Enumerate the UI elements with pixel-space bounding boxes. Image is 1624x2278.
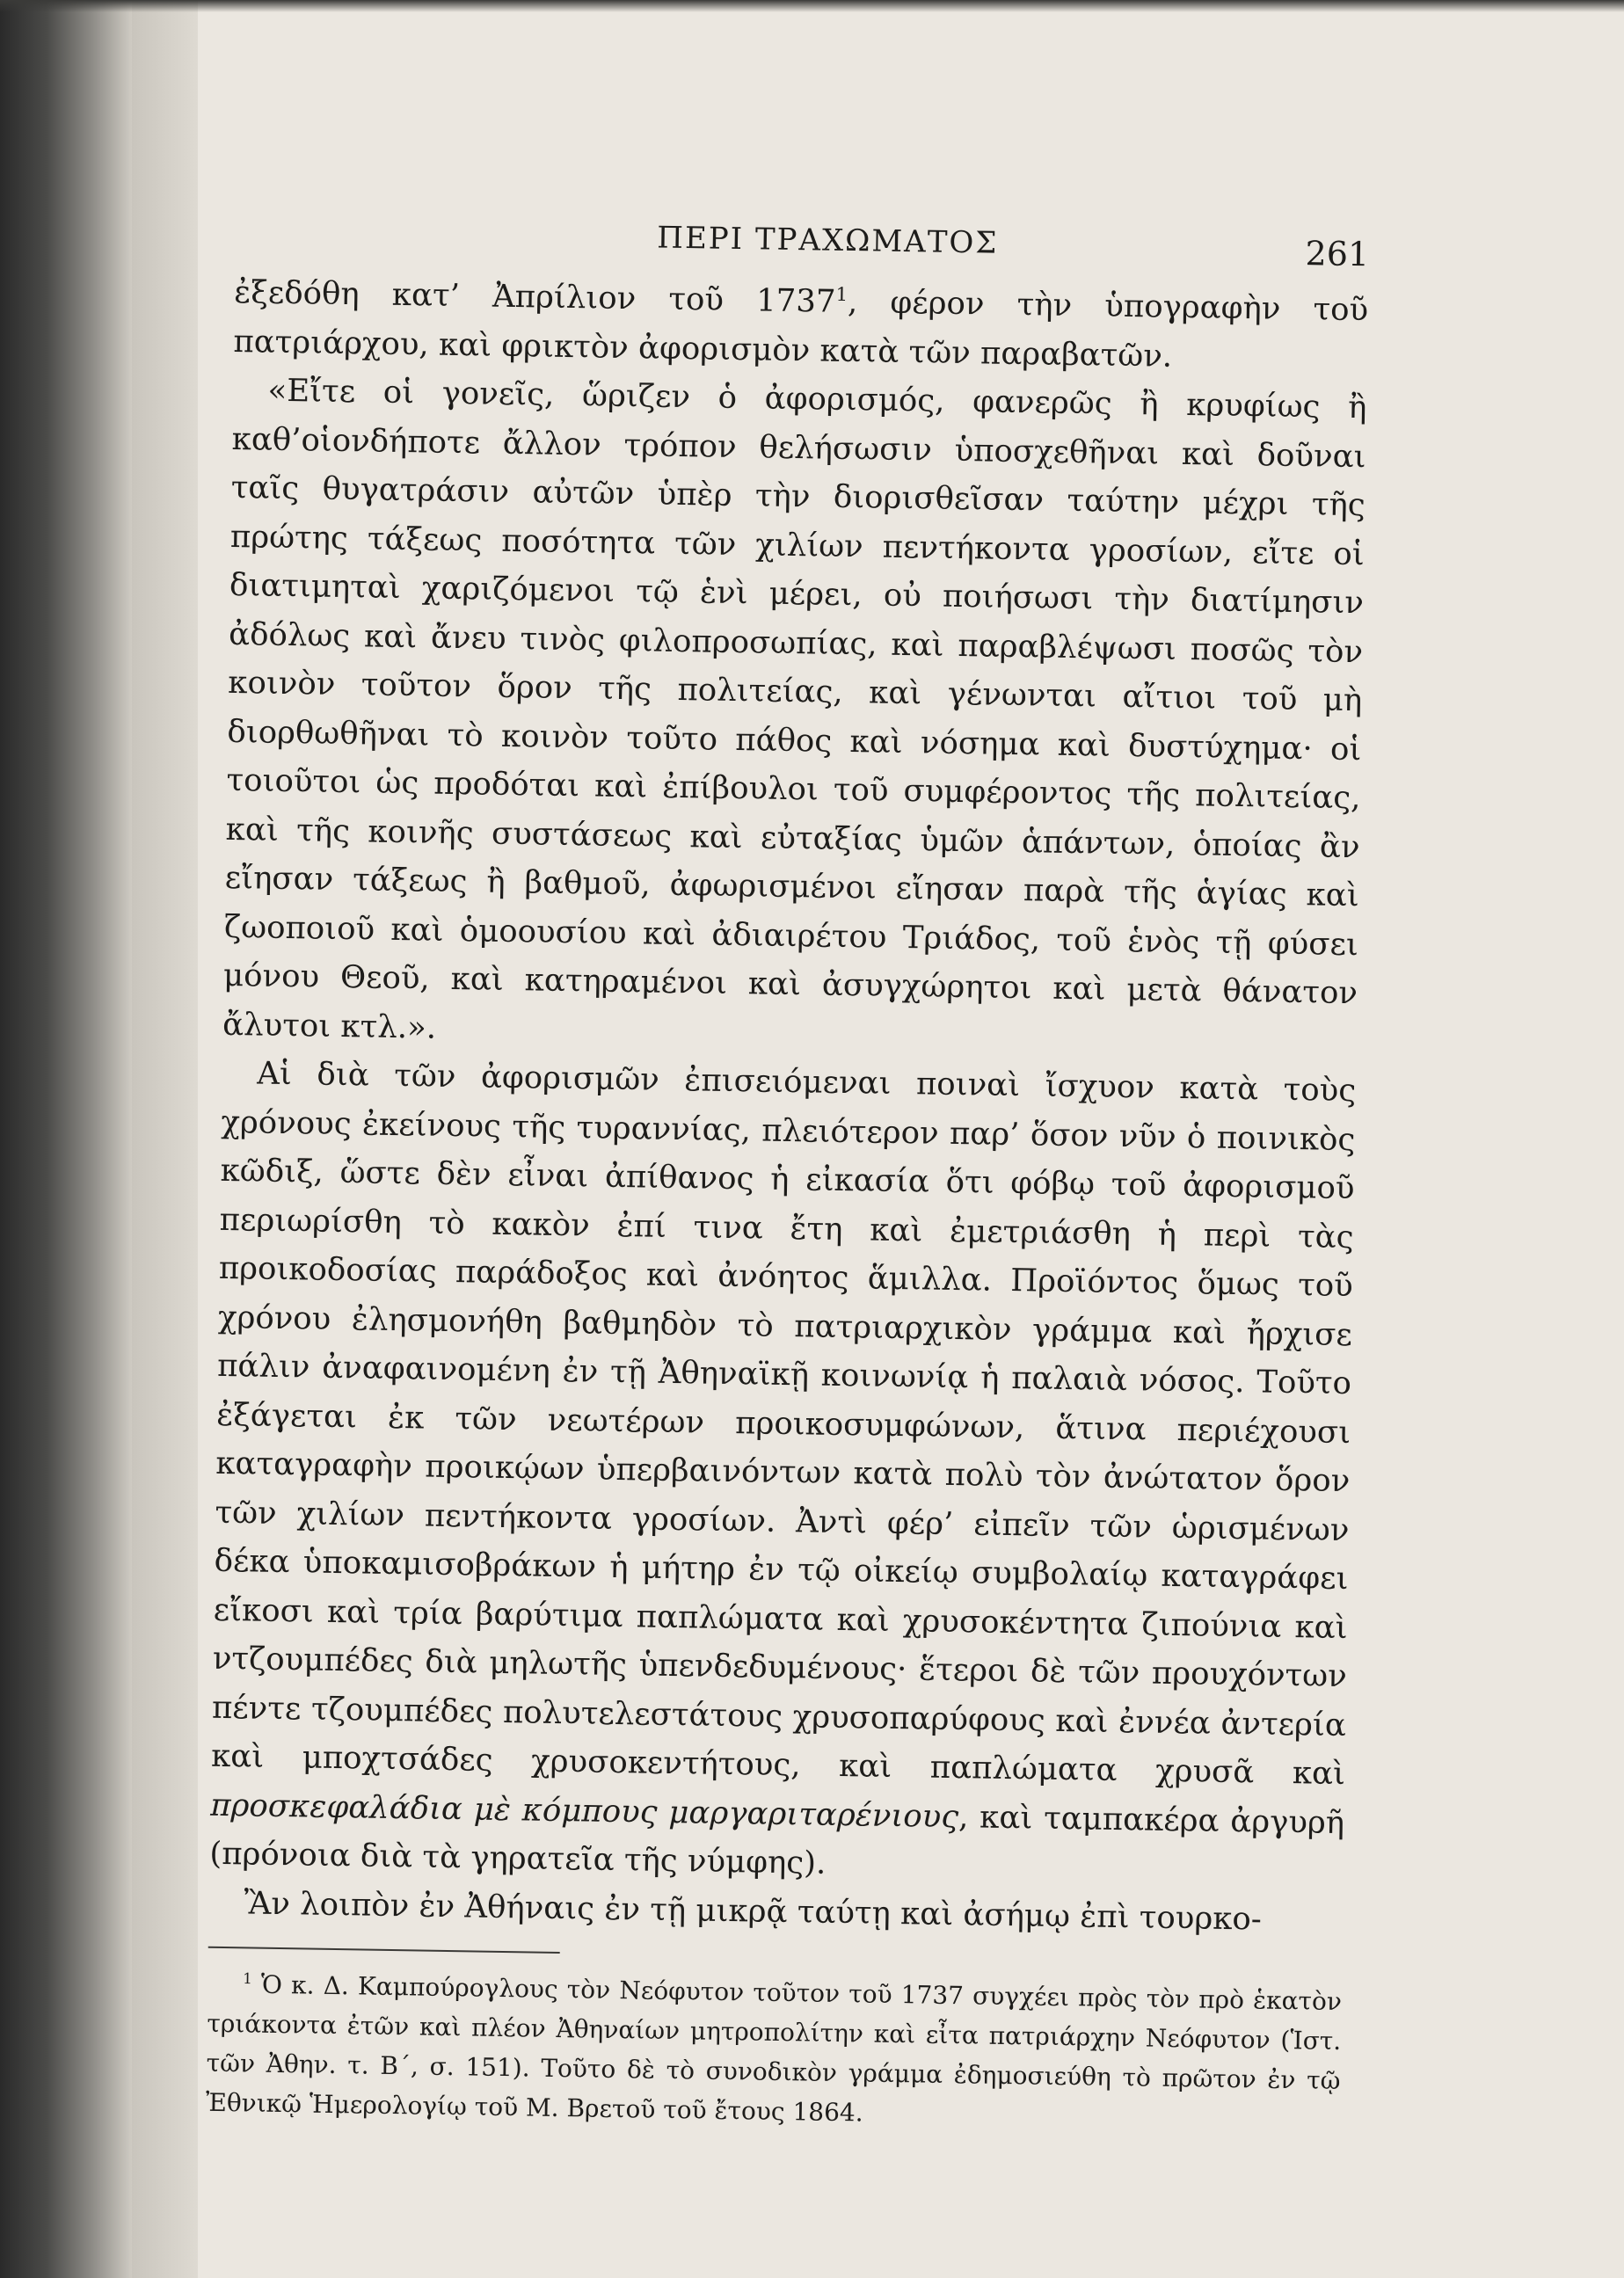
paragraph-1 (233, 268, 1369, 383)
paragraph-3-italic: προσκεφαλάδια μὲ κόμπους μαργαριταρένιους (209, 1787, 959, 1835)
page-number: 261 (1305, 234, 1370, 274)
book-binding-shadow (0, 0, 132, 2278)
paragraph-2-quotation: «Εἴτε οἱ γονεῖς, ὥριζεν ὁ ἀφορισμός, φανερῶς ἢ κρυφίως ἢ καθ’οἱονδήποτε ἄλλον τρόπον θελήσωσιν ὑποσχεθῆναι καὶ δοῦναι ταῖς θυγατράσιν αὐτῶν ὑπὲρ τὴν διορισθεῖσαν ταύτην μέχρι τῆς πρώτης τάξεως ποσότητα τῶν χιλίων πεντήκοντα γροσίων, εἴτε οἱ διατιμηταὶ χαριζόμενοι τῷ ἑνὶ μέρει, οὐ ποιήσωσι τὴν διατίμησιν ἀδόλως καὶ ἄνευ τινὸς φιλοπροσωπίας, καὶ παραβλέψωσι ποσῶς τὸν κοινὸν τοῦτον ὅρον τῆς πολιτείας, καὶ γένωνται αἴτιοι τοῦ μὴ διορθωθῆναι τὸ κοινὸν τοῦτο πάθος καὶ νόσημα καὶ δυστύχημα· οἱ τοιοῦτοι ὡς προδόται καὶ ἐπίβουλοι τοῦ συμφέροντος τῆς πολιτείας, καὶ τῆς κοινῆς συστάσεως καὶ εὐταξίας ὑμῶν ἁπάντων, ὁποίας ἂν εἴησαν τάξεως ἢ βαθμοῦ, ἀφωρισμένοι εἴησαν παρὰ τῆς ἁγίας καὶ ζωοποιοῦ καὶ ὁμοουσίου καὶ ἀδιαιρέτου Τριάδος, τοῦ ἑνὸς τῇ φύσει μόνου Θεοῦ, καὶ κατηραμένοι καὶ ἀσυγχώρητοι καὶ μετὰ θάνατον ἄλυτοι κτλ.». (222, 372, 1367, 1046)
paragraph-4: Ἂν λοιπὸν ἐν Ἀθήναις ἐν τῇ μικρᾷ ταύτῃ καὶ ἀσήμῳ ἐπὶ τουρκο- (244, 1884, 1263, 1938)
paragraph-1-text: ἐξεδόθη κατ’ Ἀπρίλιον τοῦ 1737 (233, 273, 836, 320)
page-content (206, 198, 1370, 2140)
footnote-paragraph (206, 1964, 1343, 2140)
paragraph-3-text: Αἱ διὰ τῶν ἀφορισμῶν ἐπισειόμεναι ποιναὶ ἴσχυον κατὰ τοὺς χρόνους ἐκείνους τῆς τυραννίας, πλειότερον παρ’ ὅσον νῦν ὁ ποινικὸς κῶδιξ, ὥστε δὲν εἶναι ἀπίθανος ἡ εἰκασία ὅτι φόβῳ τοῦ ἀφορισμοῦ περιωρίσθη τὸ κακὸν ἐπί τινα ἔτη καὶ ἐμετριάσθη ἡ περὶ τὰς προικοδοσίας παράδοξος καὶ ἀνόητος ἅμιλλα. Προϊόντος ὅμως τοῦ χρόνου ἐλησμονήθη βαθμηδὸν τὸ πατριαρχικὸν γράμμα καὶ ἤρχισε πάλιν ἀναφαινομένη ἐν τῇ Ἀθηναϊκῇ κοινωνίᾳ ἡ παλαιὰ νόσος. Τοῦτο ἐξάγεται ἐκ τῶν νεωτέρων προικοσυμφώνων, ἅτινα περιέχουσι καταγραφὴν προικῴων ὑπερβαινόντων κατὰ πολὺ τὸν ἀνώτατον ὅρον τῶν χιλίων πεντήκοντα γροσίων. Ἀντὶ φέρ’ εἰπεῖν τῶν ὡρισμένων δέκα ὑποκαμισοβράκων ἡ μήτηρ ἐν τῷ οἰκείῳ συμβολαίῳ καταγράφει εἴκοσι καὶ τρία βαρύτιμα παπλώματα καὶ χρυσοκέντητα ζιπούνια καὶ ντζουμπέδες διὰ μηλωτῆς ὑπενδεδυμένους· ἕτεροι δὲ τῶν προυχόντων πέντε τζουμπέδες πολυτελεστάτους χρυσοπαρύφους καὶ ἐννέα ἀντερία καὶ μποχτσάδες χρυσοκεντήτους, καὶ παπλώματα χρυσᾶ καὶ (210, 1055, 1357, 1793)
paragraph-3 (209, 1049, 1357, 1896)
footnote-text: Ὁ κ. Δ. Καμπούρογλους τὸν Νεόφυτον τοῦτον τοῦ 1737 συγχέει πρὸς τὸν πρὸ ἑκατὸν τριάκοντα ἐτῶν καὶ πλέον Ἀθηναίων μητροπολίτην καὶ εἶτα πατριάρχην Νεόφυτον (Ἱστ. τῶν Ἀθην. τ. Β΄, σ. 151). Τοῦτο δὲ τὸ συνοδικὸν γράμμα ἐδημοσιεύθη τὸ πρῶτον ἐν τῷ Ἐθνικῷ Ἡμερολογίῳ τοῦ Μ. Βρετοῦ τοῦ ἔτους 1864. (205, 1969, 1343, 2128)
top-edge-shadow (0, 0, 1624, 12)
running-head-title: ΠΕΡΙ ΤΡΑΧΩΜΑΤΟΣ (657, 220, 999, 261)
footnote-rule (208, 1947, 560, 1954)
footnote (206, 1964, 1343, 2140)
paragraph-1-text-cont: , φέρον τὴν ὑπογραφὴν τοῦ πατριάρχου, καὶ φρικτὸν ἀφορισμὸν κατὰ τῶν παραβατῶν. (233, 283, 1369, 375)
paragraph-3-text-cont: , καὶ ταμπακέρα ἀργυρῆ (πρόνοια διὰ τὰ γηρατεῖα τῆς νύμφης). (209, 1798, 1345, 1881)
footnote-reference: 1 (835, 283, 848, 307)
body-text (208, 268, 1368, 1945)
footnote-marker: 1 (243, 1969, 253, 1988)
